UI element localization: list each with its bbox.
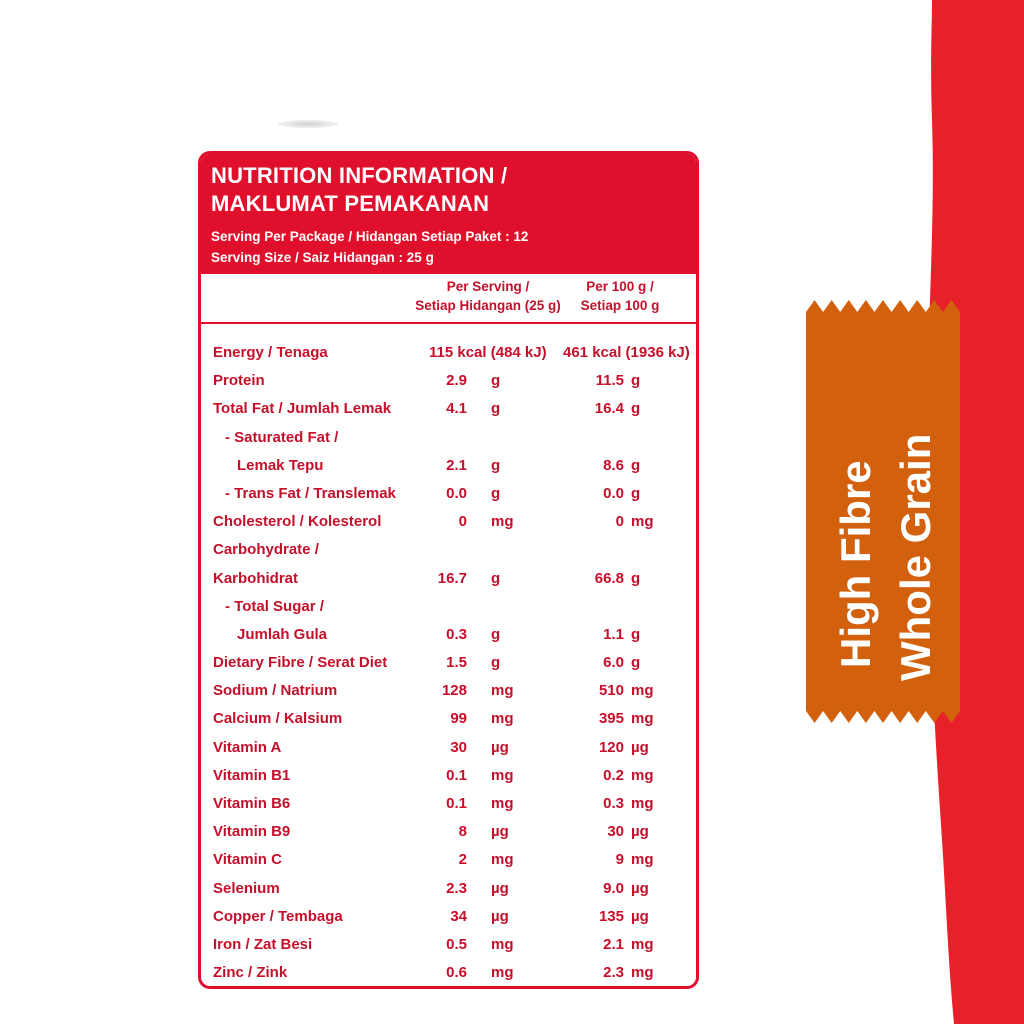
- per-100g-unit: mg: [631, 795, 654, 812]
- nutrient-label: Vitamin B6: [213, 795, 291, 812]
- per-100g-unit: mg: [631, 935, 654, 953]
- nutrition-panel: [198, 151, 699, 989]
- per-100g-value: 9: [615, 851, 624, 869]
- nutrient-label: Lemak Tepu: [237, 456, 324, 474]
- per-serving-unit: mg: [491, 766, 514, 784]
- nutrient-label: Cholesterol / Kolesterol: [213, 513, 382, 531]
- per-serving-unit: g: [491, 484, 501, 502]
- per-serving-value: 2.3: [446, 879, 467, 897]
- panel-title-line2: MAKLUMAT PEMAKANAN: [211, 191, 490, 216]
- nutrient-label: - Trans Fat / Translemak: [225, 484, 396, 502]
- nutrient-row: [201, 424, 696, 452]
- nutrient-label: Protein: [213, 372, 265, 390]
- per-serving-value: 0.6: [446, 964, 467, 982]
- per-serving-value: 1.5: [446, 654, 467, 672]
- nutrient-row: [201, 508, 696, 536]
- column-header-per-100g: [556, 277, 684, 315]
- per-100g-value: 16.4: [594, 400, 624, 418]
- nutrient-row: [201, 875, 696, 903]
- nutrient-label: Calcium / Kalsium: [213, 710, 343, 728]
- column-header-per-100g-line2: Setiap 100 g: [580, 298, 660, 313]
- high-fibre-badge: [806, 300, 960, 723]
- per-100g-value: 2.3: [603, 964, 624, 982]
- nutrient-row: [201, 649, 696, 677]
- per-serving-value: 0.1: [446, 795, 467, 812]
- nutrient-label: Sodium / Natrium: [213, 682, 338, 700]
- nutrient-label: Karbohidrat: [213, 569, 299, 587]
- nutrient-label: Selenium: [213, 879, 280, 897]
- per-100g-unit: mg: [631, 513, 654, 531]
- per-100g-unit: g: [631, 456, 641, 474]
- per-serving-value: 0.0: [446, 484, 467, 502]
- per-100g-value: 30: [607, 823, 624, 841]
- per-serving-unit: mg: [491, 964, 514, 982]
- per-100g-value: 0: [615, 513, 624, 531]
- per-serving-unit: mg: [491, 710, 514, 728]
- nutrient-label: - Saturated Fat /: [225, 428, 339, 446]
- per-100g-value: 395: [598, 710, 624, 728]
- per-serving-unit: µg: [491, 738, 509, 756]
- column-header-per-serving: [399, 277, 577, 315]
- nutrient-row: [201, 846, 696, 874]
- nutrient-row: [201, 818, 696, 846]
- per-100g-value: 0.3: [603, 795, 624, 812]
- per-100g-unit: g: [631, 484, 641, 502]
- nutrient-label: Vitamin B1: [213, 766, 291, 784]
- nutrient-label: Iron / Zat Besi: [213, 935, 313, 953]
- nutrient-row: [201, 734, 696, 762]
- column-header-per-serving-line2: Setiap Hidangan (25 g): [415, 298, 561, 313]
- per-100g-unit: µg: [631, 907, 649, 925]
- per-serving-value: 4.1: [446, 400, 467, 418]
- nutrient-row: [201, 677, 696, 705]
- per-serving-unit: g: [491, 569, 501, 587]
- column-headers: [201, 274, 696, 324]
- nutrient-label: Copper / Tembaga: [213, 907, 343, 925]
- panel-header: [201, 154, 696, 274]
- per-serving-unit: µg: [491, 823, 509, 841]
- per-100g-value: 6.0: [603, 654, 624, 672]
- per-100g-value: 461 kcal (1936 kJ): [563, 344, 690, 361]
- per-100g-unit: g: [631, 372, 641, 390]
- per-100g-value: 2.1: [603, 935, 624, 953]
- per-100g-unit: g: [631, 625, 641, 643]
- per-serving-value: 128: [441, 682, 467, 700]
- per-serving-unit: g: [491, 625, 501, 643]
- panel-title-line1: NUTRITION INFORMATION /: [211, 163, 508, 188]
- per-serving-unit: mg: [491, 795, 514, 812]
- nutrient-label: Carbohydrate /: [213, 541, 319, 559]
- nutrient-label: Total Fat / Jumlah Lemak: [213, 400, 392, 418]
- per-100g-value: 0.2: [603, 766, 624, 784]
- nutrient-row: [201, 903, 696, 931]
- nutrient-row: [201, 480, 696, 508]
- per-100g-value: 510: [598, 682, 624, 700]
- nutrient-row: [201, 367, 696, 395]
- per-100g-unit: µg: [631, 879, 649, 897]
- per-serving-unit: mg: [491, 682, 514, 700]
- per-100g-unit: µg: [631, 738, 649, 756]
- per-serving-value: 115 kcal (484 kJ): [429, 344, 547, 361]
- per-serving-unit: g: [491, 456, 501, 474]
- per-serving-unit: g: [491, 372, 501, 390]
- nutrient-label: Vitamin C: [213, 851, 282, 869]
- nutrient-label: Vitamin A: [213, 738, 282, 756]
- per-serving-value: 2.1: [446, 456, 467, 474]
- per-serving-unit: g: [491, 654, 501, 672]
- per-100g-unit: g: [631, 400, 641, 418]
- nutrient-label: Vitamin B9: [213, 823, 291, 841]
- per-serving-value: 99: [450, 710, 467, 728]
- nutrient-row: [201, 790, 696, 818]
- per-serving-unit: mg: [491, 513, 514, 531]
- per-100g-unit: mg: [631, 766, 654, 784]
- nutrient-row: [201, 339, 696, 367]
- shadow-mark: [278, 120, 338, 128]
- per-100g-value: 66.8: [594, 569, 624, 587]
- nutrient-row: [201, 565, 696, 593]
- serving-size: Serving Size / Saiz Hidangan : 25 g: [211, 250, 434, 265]
- nutrient-row: [201, 395, 696, 423]
- per-100g-unit: mg: [631, 710, 654, 728]
- per-100g-unit: mg: [631, 682, 654, 700]
- nutrient-row: [201, 621, 696, 649]
- per-serving-unit: mg: [491, 935, 514, 953]
- per-100g-unit: mg: [631, 851, 654, 869]
- nutrient-label: - Total Sugar /: [225, 597, 324, 615]
- badge-line1: High Fibre: [832, 460, 879, 668]
- nutrient-row: [201, 452, 696, 480]
- nutrient-row: [201, 762, 696, 790]
- nutrient-rows: [201, 324, 696, 987]
- nutrient-row: [201, 593, 696, 621]
- per-100g-value: 1.1: [603, 625, 624, 643]
- per-100g-unit: g: [631, 569, 641, 587]
- per-serving-value: 30: [450, 738, 467, 756]
- nutrient-label: Dietary Fibre / Serat Diet: [213, 654, 388, 672]
- nutrient-row: [201, 959, 696, 987]
- nutrient-label: Jumlah Gula: [237, 625, 328, 643]
- per-serving-value: 0: [458, 513, 467, 531]
- per-100g-value: 9.0: [603, 879, 624, 897]
- nutrient-label: Energy / Tenaga: [213, 344, 328, 361]
- per-serving-value: 2: [458, 851, 467, 869]
- per-serving-value: 34: [450, 907, 467, 925]
- per-serving-value: 0.1: [446, 766, 467, 784]
- per-serving-value: 8: [458, 823, 467, 841]
- per-serving-value: 0.5: [446, 935, 467, 953]
- per-serving-value: 16.7: [437, 569, 467, 587]
- nutrient-row: [201, 705, 696, 733]
- per-serving-value: 0.3: [446, 625, 467, 643]
- per-serving-unit: g: [491, 400, 501, 418]
- per-serving-value: 2.9: [446, 372, 467, 390]
- badge-line2: Whole Grain: [892, 433, 939, 681]
- nutrient-label: Zinc / Zink: [213, 964, 288, 982]
- serving-per-package: Serving Per Package / Hidangan Setiap Paket : 12: [211, 229, 529, 244]
- per-100g-value: 0.0: [603, 484, 624, 502]
- per-100g-value: 135: [598, 907, 624, 925]
- per-100g-value: 8.6: [603, 456, 624, 474]
- per-100g-value: 11.5: [595, 372, 624, 390]
- nutrient-row: [201, 536, 696, 564]
- per-100g-unit: µg: [631, 823, 649, 841]
- column-header-per-100g-line1: Per 100 g /: [586, 279, 654, 294]
- per-serving-unit: mg: [491, 851, 514, 869]
- per-serving-unit: µg: [491, 907, 509, 925]
- per-serving-unit: µg: [491, 879, 509, 897]
- nutrient-row: [201, 931, 696, 959]
- column-header-per-serving-line1: Per Serving /: [446, 279, 530, 294]
- per-100g-unit: mg: [631, 964, 654, 982]
- per-100g-value: 120: [598, 738, 624, 756]
- per-100g-unit: g: [631, 654, 641, 672]
